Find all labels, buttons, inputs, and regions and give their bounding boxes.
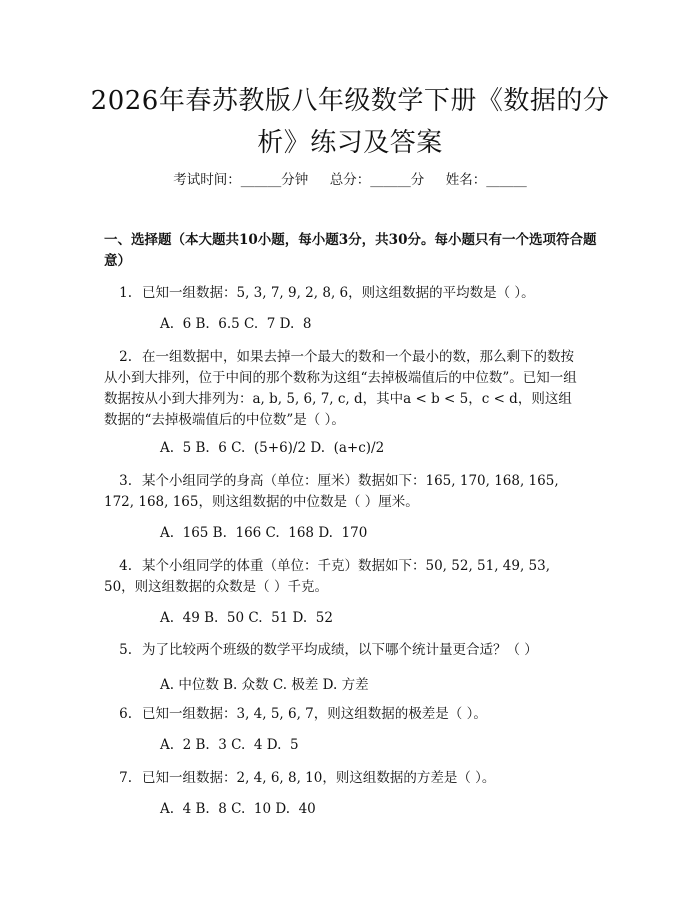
question-text: 某个小组同学的体重（单位：千克）数据如下：50, 52, 51, 49, 53, 50，则这组数据的众数是（ ）千克。 (104, 558, 551, 595)
question-2-options: A. 5 B. 6 C. (5+6)/2 D. (a+c)/2 (160, 440, 385, 456)
question-5 (104, 640, 584, 661)
question-4-options: A. 49 B. 50 C. 51 D. 52 (160, 610, 333, 626)
question-6-options: A. 2 B. 3 C. 4 D. 5 (160, 737, 299, 753)
question-text: 某个小组同学的身高（单位：厘米）数据如下：165, 170, 168, 165, 172, 168, 165，则这组数据的中位数是（ ）厘米。 (104, 473, 559, 510)
question-number: 3. (119, 473, 132, 489)
question-text: 已知一组数据：5, 3, 7, 9, 2, 8, 6，则这组数据的平均数是（ ）。 (142, 285, 535, 301)
question-number: 1. (119, 285, 132, 301)
question-text: 已知一组数据：2, 4, 6, 8, 10，则这组数据的方差是（ ）。 (142, 770, 496, 786)
question-6 (104, 704, 584, 725)
question-number: 7. (119, 770, 132, 786)
title-line-2: 析》练习及答案 (257, 128, 443, 158)
page-title (90, 80, 610, 164)
question-1 (104, 283, 584, 304)
question-number: 4. (119, 558, 132, 574)
question-3 (104, 471, 584, 513)
section-heading: 一、选择题（本大题共10小题，每小题3分，共30分。每小题只有一个选项符合题意） (104, 232, 597, 269)
question-number: 6. (119, 706, 132, 722)
question-number: 2. (119, 349, 132, 365)
question-7 (104, 768, 584, 789)
question-7-options: A. 4 B. 8 C. 10 D. 40 (160, 801, 316, 817)
question-2 (104, 347, 584, 431)
question-5-options: A. 中位数 B. 众数 C. 极差 D. 方差 (160, 677, 369, 693)
question-text: 为了比较两个班级的数学平均成绩，以下哪个统计量更合适？（ ） (142, 642, 538, 658)
question-4 (104, 556, 584, 598)
exam-meta-line: 考试时间：______分钟 总分：______分 姓名：______ (173, 172, 527, 188)
question-number: 5. (119, 642, 132, 658)
question-3-options: A. 165 B. 166 C. 168 D. 170 (160, 525, 368, 541)
question-text: 已知一组数据：3, 4, 5, 6, 7，则这组数据的极差是（ ）。 (142, 706, 487, 722)
title-line-1: 2026年春苏教版八年级数学下册《数据的分 (90, 86, 610, 116)
question-text: 在一组数据中，如果去掉一个最大的数和一个最小的数，那么剩下的数按从小到大排列，位于中间的那个数称为这组“去掉极端值后的中位数”。已知一组数据按从小到大排列为：a, b, 5, 6, 7, c, d，其中a < b < 5，c < d，则这组数据的“去掉极端值后的中位数”是（ ）。 (104, 349, 577, 428)
question-1-options: A. 6 B. 6.5 C. 7 D. 8 (160, 316, 312, 332)
